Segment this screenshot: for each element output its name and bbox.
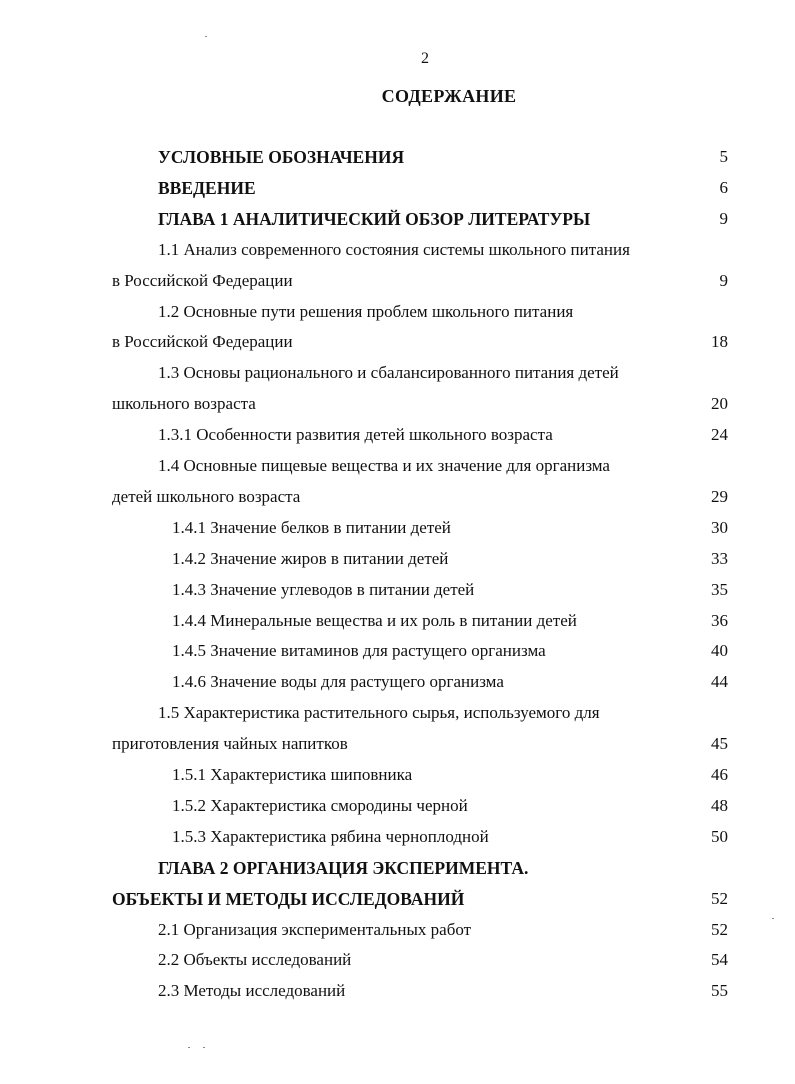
toc-entry xyxy=(0,300,795,324)
toc-entry-title: приготовления чайных напитков xyxy=(112,734,348,754)
scan-speck xyxy=(188,1047,190,1048)
toc-entry xyxy=(0,794,795,818)
toc-entry-title: ГЛАВА 1 АНАЛИТИЧЕСКИЙ ОБЗОР ЛИТЕРАТУРЫ xyxy=(158,208,591,229)
toc-entry-title: 1.4.1 Значение белков в питании детей xyxy=(172,517,451,537)
toc-entry xyxy=(0,547,795,571)
toc-entry xyxy=(0,948,795,972)
toc-entry-title: детей школьного возраста xyxy=(112,486,301,506)
toc-entry-page: 20 xyxy=(711,394,728,414)
toc-entry xyxy=(0,454,795,478)
toc-entry-page: 46 xyxy=(711,765,728,784)
scan-speck xyxy=(203,1047,205,1048)
toc-entry-title: ГЛАВА 2 ОРГАНИЗАЦИЯ ЭКСПЕРИМЕНТА. xyxy=(158,857,529,878)
toc-entry-page: 36 xyxy=(711,610,728,630)
toc-entry xyxy=(0,145,795,169)
toc-entry xyxy=(0,825,795,849)
toc-entry-title: в Российской Федерации xyxy=(112,332,293,352)
toc-entry-title: 1.4.6 Значение воды для растущего организма xyxy=(172,672,504,692)
toc-entry-title: 1.3 Основы рационального и сбалансированного питания детей xyxy=(158,363,619,383)
toc-entry-page: 45 xyxy=(711,734,728,754)
toc-entry-page: 52 xyxy=(711,888,728,908)
toc-entry xyxy=(0,701,795,725)
toc-entry-page: 40 xyxy=(711,641,728,661)
toc-entry-title: в Российской Федерации xyxy=(112,270,293,290)
scan-speck xyxy=(205,36,207,37)
toc-entry xyxy=(0,887,795,911)
toc-entry-title: 1.2 Основные пути решения проблем школьного питания xyxy=(158,301,574,321)
toc-entry xyxy=(0,330,795,354)
toc-entry xyxy=(0,207,795,231)
toc-entry-title: ВВЕДЕНИЕ xyxy=(158,177,256,198)
toc-entry-title: 1.5.1 Характеристика шиповника xyxy=(172,765,413,784)
toc-entry xyxy=(0,670,795,694)
toc-entry xyxy=(0,361,795,385)
toc-entry-title: 1.5 Характеристика растительного сырья, используемого для xyxy=(158,703,600,723)
toc-entry-page: 9 xyxy=(719,208,728,228)
toc-entry-page: 33 xyxy=(711,548,728,568)
toc-entry xyxy=(0,516,795,540)
toc-entry-title: 2.1 Организация экспериментальных работ xyxy=(158,919,472,939)
toc-entry-page: 55 xyxy=(711,981,728,1001)
page-title: СОДЕРЖАНИЕ xyxy=(381,86,517,106)
toc-entry xyxy=(0,918,795,942)
toc-entry-title: 1.4 Основные пищевые вещества и их значение для организма xyxy=(158,456,610,475)
toc-entry-title: 1.4.5 Значение витаминов для растущего организма xyxy=(172,641,546,661)
toc-entry-page: 5 xyxy=(719,147,728,166)
toc-entry-page: 52 xyxy=(711,919,728,939)
toc-entry xyxy=(0,392,795,416)
toc-entry xyxy=(0,423,795,447)
toc-entry-title: 1.1 Анализ современного состояния системы школьного питания xyxy=(158,239,630,259)
toc-entry-page: 50 xyxy=(711,826,728,846)
toc-entry-title: 1.3.1 Особенности развития детей школьного возраста xyxy=(158,425,553,445)
toc-entry-title: 2.3 Методы исследований xyxy=(158,981,346,1001)
toc-entry-title: 1.4.3 Значение углеводов в питании детей xyxy=(172,579,475,599)
toc-entry xyxy=(0,238,795,262)
toc-entry-page: 54 xyxy=(711,950,728,970)
toc-entry-page: 29 xyxy=(711,486,728,506)
toc-entry xyxy=(0,485,795,509)
toc-entry-page: 9 xyxy=(719,270,728,290)
toc-entry xyxy=(0,578,795,602)
toc-entry-page: 35 xyxy=(711,579,728,599)
toc-entry-title: ОБЪЕКТЫ И МЕТОДЫ ИССЛЕДОВАНИЙ xyxy=(112,888,465,909)
toc-entry xyxy=(0,176,795,200)
toc-entry xyxy=(0,979,795,1003)
toc-entry-page: 44 xyxy=(711,672,728,692)
toc-entry-title: 1.4.2 Значение жиров в питании детей xyxy=(172,548,449,568)
toc-entry xyxy=(0,732,795,756)
toc-entry-title: 2.2 Объекты исследований xyxy=(158,950,352,970)
toc-entry xyxy=(0,269,795,293)
toc-entry-title: 1.4.4 Минеральные вещества и их роль в питании детей xyxy=(172,610,577,630)
page-number: 2 xyxy=(421,50,429,67)
toc-entry-page: 18 xyxy=(711,332,728,352)
toc-entry-title: УСЛОВНЫЕ ОБОЗНАЧЕНИЯ xyxy=(158,147,405,167)
toc-entry-page: 30 xyxy=(711,517,728,537)
toc-entry-title: 1.5.3 Характеристика рябина черноплодной xyxy=(172,826,489,846)
toc-entry xyxy=(0,856,795,880)
toc-entry-page: 24 xyxy=(711,425,728,445)
toc-entry-page: 6 xyxy=(719,177,728,197)
scan-speck xyxy=(772,918,774,919)
toc-entry xyxy=(0,609,795,633)
toc-entry xyxy=(0,763,795,787)
toc-entry-page: 48 xyxy=(711,795,728,815)
toc-entry-title: школьного возраста xyxy=(112,394,256,414)
toc-entry xyxy=(0,639,795,663)
toc-entry-title: 1.5.2 Характеристика смородины черной xyxy=(172,795,468,815)
